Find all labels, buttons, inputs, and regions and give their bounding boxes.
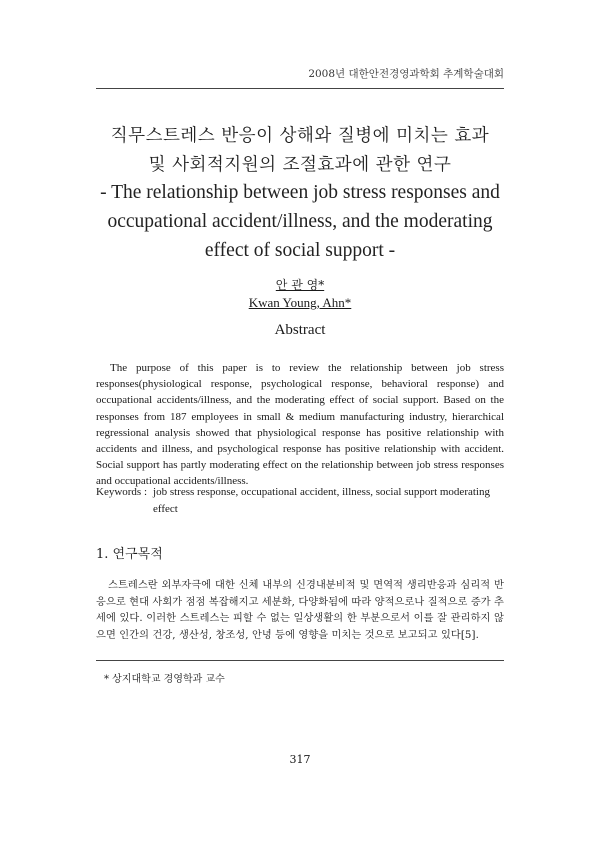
footnote: * 상지대학교 경영학과 교수 (104, 674, 225, 685)
title-korean-line-1: 직무스트레스 반응이 상해와 질병에 미치는 효과 (110, 126, 490, 146)
author-korean-name: 안 관 영* (275, 278, 325, 292)
header-rule (96, 88, 504, 89)
section-body: 스트레스란 외부자극에 대한 신체 내부의 신경내분비적 및 면역적 생리반응과 심리적 반응으로 현대 사회가 점점 복잡해지고 세분화, 다양화됨에 따라 양적으로나 질적으로 증가 추세에 있다. 이러한 스트레스는 피할 수 없는 일상생활의 한 부분으로서 이를 잘 관리하지 않으면 인간의 건강, 생산성, 창조성, 안녕 등에 영향을 미치는 것으로 보고되고 있다[5]. (96, 580, 504, 641)
abstract-body: The purpose of this paper is to review the relationship between job stress responses(physiological response, psychological response, behavioral response) and occupational accidents/illness, and the moderating effect of social support. Based on the responses from 187 employees in small & medium manufacturing industry, hierarchical regressional analysis showed that physiological response has positive relationship with accidents and illness, and psychological response has positive relationship with accident. Social support has partly moderating effect on the relationship between job stress responses and occupational accidents/illness. (96, 362, 504, 488)
author-korean (96, 276, 504, 294)
keywords-label: Keywords : (96, 486, 148, 498)
page-number: 317 (289, 753, 311, 766)
keywords-text: job stress response, occupational accident, illness, social support moderating effect (153, 486, 490, 515)
footnote-rule (96, 660, 504, 661)
title-english-line-2: occupational accident/illness, and the moderating (107, 211, 493, 232)
section-title: 1. 연구목적 (96, 547, 163, 562)
title-english-line-3: effect of social support - (204, 240, 396, 261)
title-english-line-1: - The relationship between job stress responses and (100, 182, 500, 203)
keywords (96, 484, 504, 518)
author-english (96, 294, 504, 312)
running-header: 2008년 대한안전경영과학회 추계학술대회 (308, 68, 504, 80)
title-korean-line-2: 및 사회적지원의 조절효과에 관한 연구 (148, 155, 452, 175)
abstract-heading: Abstract (274, 322, 326, 338)
author-english-name: Kwan Young, Ahn* (248, 295, 352, 310)
